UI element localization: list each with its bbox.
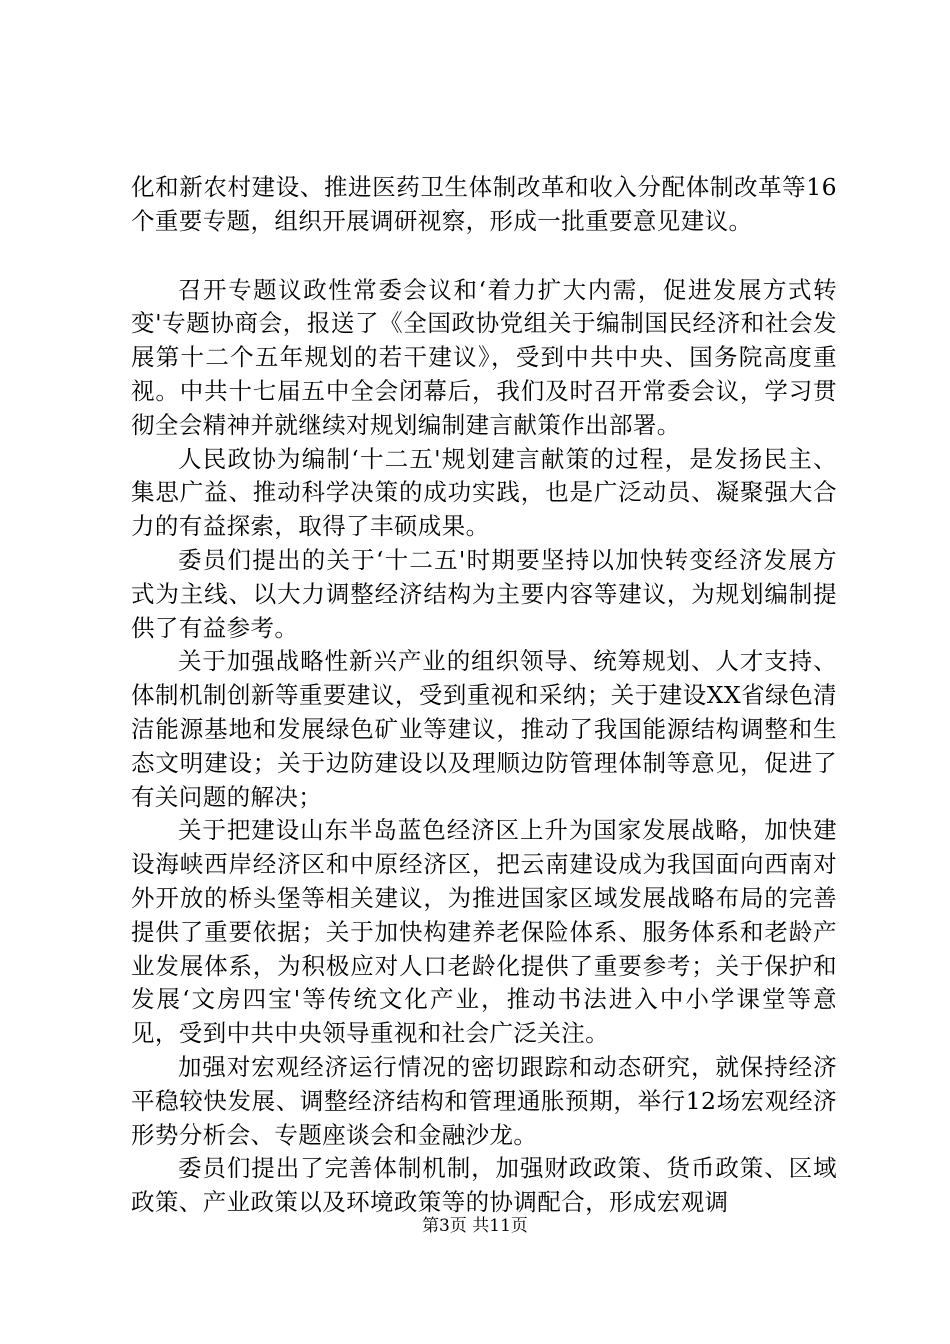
page-number-footer: 第3页 共11页 <box>422 1216 528 1236</box>
document-body <box>131 171 837 1220</box>
paragraph-gap <box>131 239 837 274</box>
paragraph: 委员们提出了完善体制机制，加强财政政策、货币政策、区域政策、产业政策以及环境政策等的协调配合，形成宏观调 <box>131 1154 837 1217</box>
paragraph: 加强对宏观经济运行情况的密切跟踪和动态研究，就保持经济平稳较快发展、调整经济结构和管理通胀预期，举行12场宏观经济形势分析会、专题座谈会和金融沙龙。 <box>131 1052 837 1149</box>
paragraph: 关于把建设山东半岛蓝色经济区上升为国家发展战略，加快建设海峡西岸经济区和中原经济区，把云南建设成为我国面向西南对外开放的桥头堡等相关建议，为推进国家区域发展战略布局的完善提供了重要依据；关于加快构建养老保险体系、服务体系和老龄产业发展体系，为积极应对人口老龄化提供了重要参考；关于保护和发展‘文房四宝'等传统文化产业，推动书法进入中小学课堂等意见，受到中共中央领导重视和社会广泛关注。 <box>131 816 837 1048</box>
paragraph: 关于加强战略性新兴产业的组织领导、统筹规划、人才支持、体制机制创新等重要建议，受到重视和采纳；关于建设XX省绿色清洁能源基地和发展绿色矿业等建议，推动了我国能源结构调整和生态文明建设；关于边防建设以及理顺边防管理体制等意见，促进了有关问题的解决； <box>131 647 837 811</box>
paragraph: 召开专题议政性常委会议和‘着力扩大内需，促进发展方式转变'专题协商会，报送了《全国政协党组关于编制国民经济和社会发展第十二个五年规划的若干建议》，受到中共中央、国务院高度重视。中共十七届五中全会闭幕后，我们及时召开常委会议，学习贯彻全会精神并就继续对规划编制建言献策作出部署。 <box>131 275 837 439</box>
paragraph: 人民政协为编制‘十二五'规划建言献策的过程，是发扬民主、集思广益、推动科学决策的成功实践，也是广泛动员、凝聚强大合力的有益探索，取得了丰硕成果。 <box>131 444 837 541</box>
paragraph: 委员们提出的关于‘十二五'时期要坚持以加快转变经济发展方式为主线、以大力调整经济结构为主要内容等建议，为规划编制提供了有益参考。 <box>131 545 837 642</box>
paragraph-continuation: 化和新农村建设、推进医药卫生体制改革和收入分配体制改革等16个重要专题，组织开展调研视察，形成一批重要意见建议。 <box>131 173 837 235</box>
